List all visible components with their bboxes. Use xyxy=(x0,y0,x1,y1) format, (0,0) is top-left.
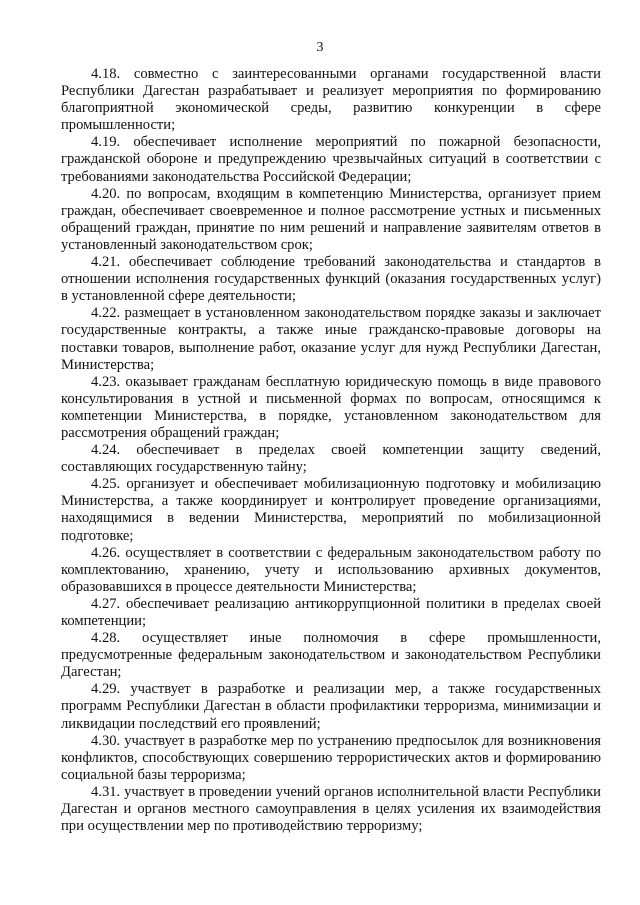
paragraph-4-25: 4.25. организует и обеспечивает мобилизационную подготовку и мобилизацию Министерства, а также координирует и контролирует проведение организациями, находящимися в ведении Министерства, мероприятий по мобилизационной подготовке; xyxy=(61,476,601,544)
paragraph-4-29: 4.29. участвует в разработке и реализации мер, а также государственных программ Республики Дагестан в области профилактики терроризма, минимизации и ликвидации последствий его проявлений; xyxy=(61,681,601,732)
paragraph-4-27: 4.27. обеспечивает реализацию антикоррупционной политики в пределах своей компетенции; xyxy=(61,595,601,629)
paragraph-4-23: 4.23. оказывает гражданам бесплатную юридическую помощь в виде правового консультирования в устной и письменной формах по вопросам, относящимся к компетенции Министерства, в порядке, установленном законодательством для рассмотрения обращений граждан; xyxy=(61,373,601,441)
paragraph-4-19: 4.19. обеспечивает исполнение мероприятий по пожарной безопасности, гражданской обороне и предупреждению чрезвычайных ситуаций в соответствии с требованиями законодательства Российской Федерации; xyxy=(61,134,601,185)
paragraph-4-28: 4.28. осуществляет иные полномочия в сфере промышленности, предусмотренные федеральным законодательством и законодательством Республики Дагестан; xyxy=(61,630,601,681)
paragraph-4-21: 4.21. обеспечивает соблюдение требований законодательства и стандартов в отношении исполнения государственных функций (оказания государственных услуг) в установленной сфере деятельности; xyxy=(61,254,601,305)
paragraph-4-18: 4.18. совместно с заинтересованными органами государственной власти Республики Дагестан разрабатывает и реализует мероприятия по формированию благоприятной экономической среды, развитию конкуренции в сфере промышленности; xyxy=(61,66,601,134)
paragraph-4-24: 4.24. обеспечивает в пределах своей компетенции защиту сведений, составляющих государственную тайну; xyxy=(61,442,601,476)
paragraph-4-26: 4.26. осуществляет в соответствии с федеральным законодательством работу по комплектованию, хранению, учету и использованию архивных документов, образовавшихся в процессе деятельности Министерства; xyxy=(61,544,601,595)
paragraph-4-31: 4.31. участвует в проведении учений органов исполнительной власти Республики Дагестан и органов местного самоуправления в целях усиления их взаимодействия при осуществлении мер по противодействию терроризму; xyxy=(61,783,601,835)
paragraph-4-22: 4.22. размещает в установленном законодательством порядке заказы и заключает государственные контракты, а также иные гражданско-правовые договоры на поставки товаров, выполнение работ, оказание услуг для нужд Республики Дагестан, Министерства; xyxy=(61,305,601,373)
page-number: 3 xyxy=(316,40,324,55)
document-body xyxy=(61,66,601,835)
paragraph-4-30: 4.30. участвует в разработке мер по устранению предпосылок для возникновения конфликтов, способствующих совершению террористических актов и формированию социальной базы терроризма; xyxy=(61,732,601,783)
paragraph-4-20: 4.20. по вопросам, входящим в компетенцию Министерства, организует прием граждан, обеспечивает своевременное и полное рассмотрение устных и письменных обращений граждан, принятие по ним решений и направление заявителям ответов в установленный законодательством срок; xyxy=(61,185,601,253)
